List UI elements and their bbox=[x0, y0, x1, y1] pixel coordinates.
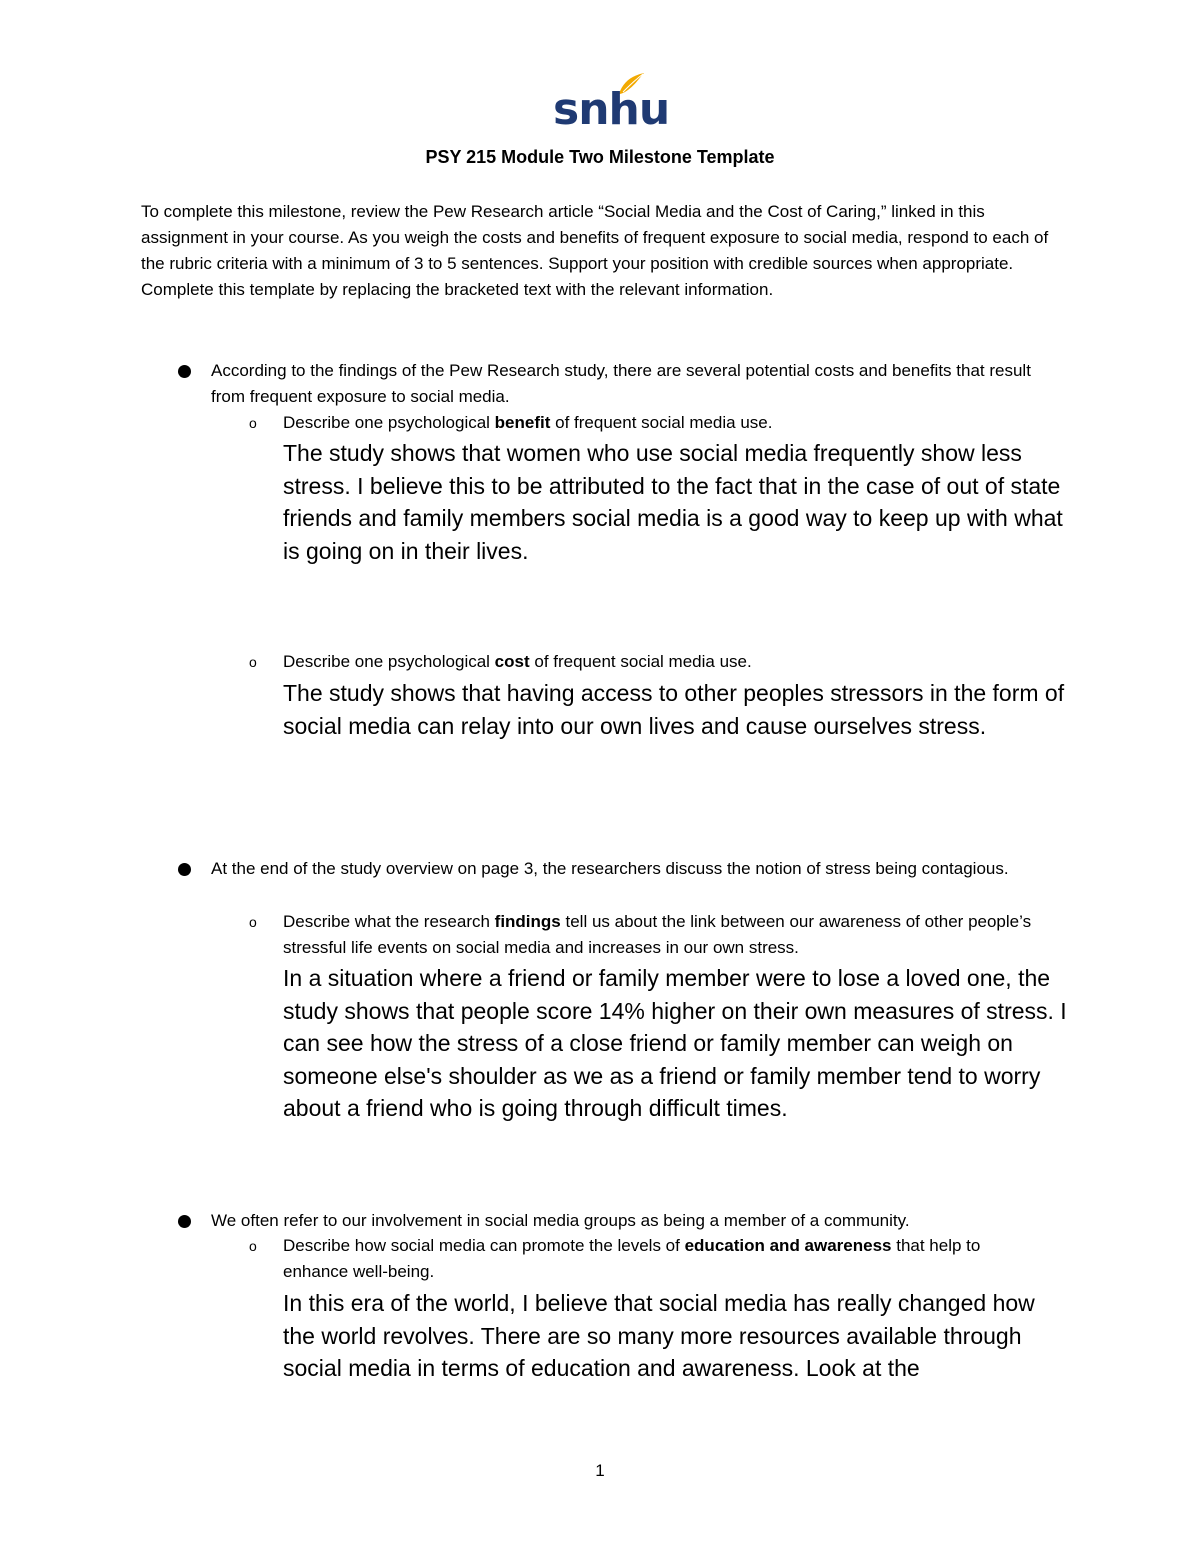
prompt-part: Describe one psychological bbox=[283, 413, 495, 432]
bullet-icon bbox=[178, 863, 191, 876]
bullet-icon bbox=[178, 365, 191, 378]
sub-bullet-icon: o bbox=[249, 1238, 257, 1254]
prompt-part: of frequent social media use. bbox=[550, 413, 773, 432]
logo-wordmark: snhu bbox=[553, 84, 670, 135]
intro-paragraph: To complete this milestone, review the Pew Research article “Social Media and the Cost of Caring,” linked in this assignment in your course. As you weigh the costs and benefits of frequent exposure to social media, respond to each of the rubric criteria with a minimum of 3 to 5 sentences. Support your position with credible sources when appropriate. Complete this template by replacing the bracketed text with the relevant information. bbox=[141, 202, 1049, 299]
answer-findings: In a situation where a friend or family member were to lose a loved one, the study shows that people score 14% higher on their own measures of stress. I can see how the stress of a close friend or family member can weigh on someone else's shoulder as we as a friend or family member tend to worry about a friend who is going through difficult times. bbox=[283, 965, 1067, 1121]
answer-cost: The study shows that having access to other peoples stressors in the form of social media can relay into our own lives and cause ourselves stress. bbox=[283, 680, 1065, 739]
section-heading: We often refer to our involvement in social media groups as being a member of a community. bbox=[211, 1211, 910, 1230]
prompt-part: Describe how social media can promote the levels of bbox=[283, 1236, 685, 1255]
prompt-keyword: findings bbox=[494, 912, 561, 931]
prompt-keyword: cost bbox=[494, 652, 530, 671]
answer-benefit: The study shows that women who use social media frequently show less stress. I believe this to be attributed to the fact that in the case of out of state friends and family members social media is a good way to keep up with what is going on in their lives. bbox=[283, 440, 1063, 564]
prompt-text bbox=[283, 649, 1043, 675]
prompt-part: that help to enhance well-being. bbox=[283, 1236, 981, 1281]
prompt-part: tell us about the link between our awareness of other people’s stressful life events on social media and increases in our own stress. bbox=[283, 912, 1032, 957]
prompt-part: Describe what the research bbox=[283, 912, 495, 931]
prompt-keyword: benefit bbox=[494, 413, 551, 432]
bullet-icon bbox=[178, 1215, 191, 1228]
sub-bullet-icon: o bbox=[249, 415, 257, 431]
sub-bullet-icon: o bbox=[249, 914, 257, 930]
snhu-logo bbox=[553, 72, 670, 136]
sub-bullet-icon: o bbox=[249, 654, 257, 670]
prompt-part: of frequent social media use. bbox=[529, 652, 752, 671]
answer-education: In this era of the world, I believe that social media has really changed how the world revolves. There are so many more resources available through social media in terms of education and awareness. Look at the bbox=[283, 1290, 1035, 1381]
prompt-keyword: education and awareness bbox=[684, 1236, 892, 1255]
prompt-text bbox=[283, 410, 1043, 436]
prompt-text bbox=[283, 909, 1043, 961]
page-number: 1 bbox=[595, 1461, 605, 1480]
section-heading: At the end of the study overview on page 3, the researchers discuss the notion of stress being contagious. bbox=[211, 859, 1009, 878]
section-heading: According to the findings of the Pew Research study, there are several potential costs and benefits that result from frequent exposure to social media. bbox=[211, 361, 1031, 406]
page-title: PSY 215 Module Two Milestone Template bbox=[425, 147, 775, 167]
prompt-text bbox=[283, 1233, 1043, 1285]
prompt-part: Describe one psychological bbox=[283, 652, 495, 671]
